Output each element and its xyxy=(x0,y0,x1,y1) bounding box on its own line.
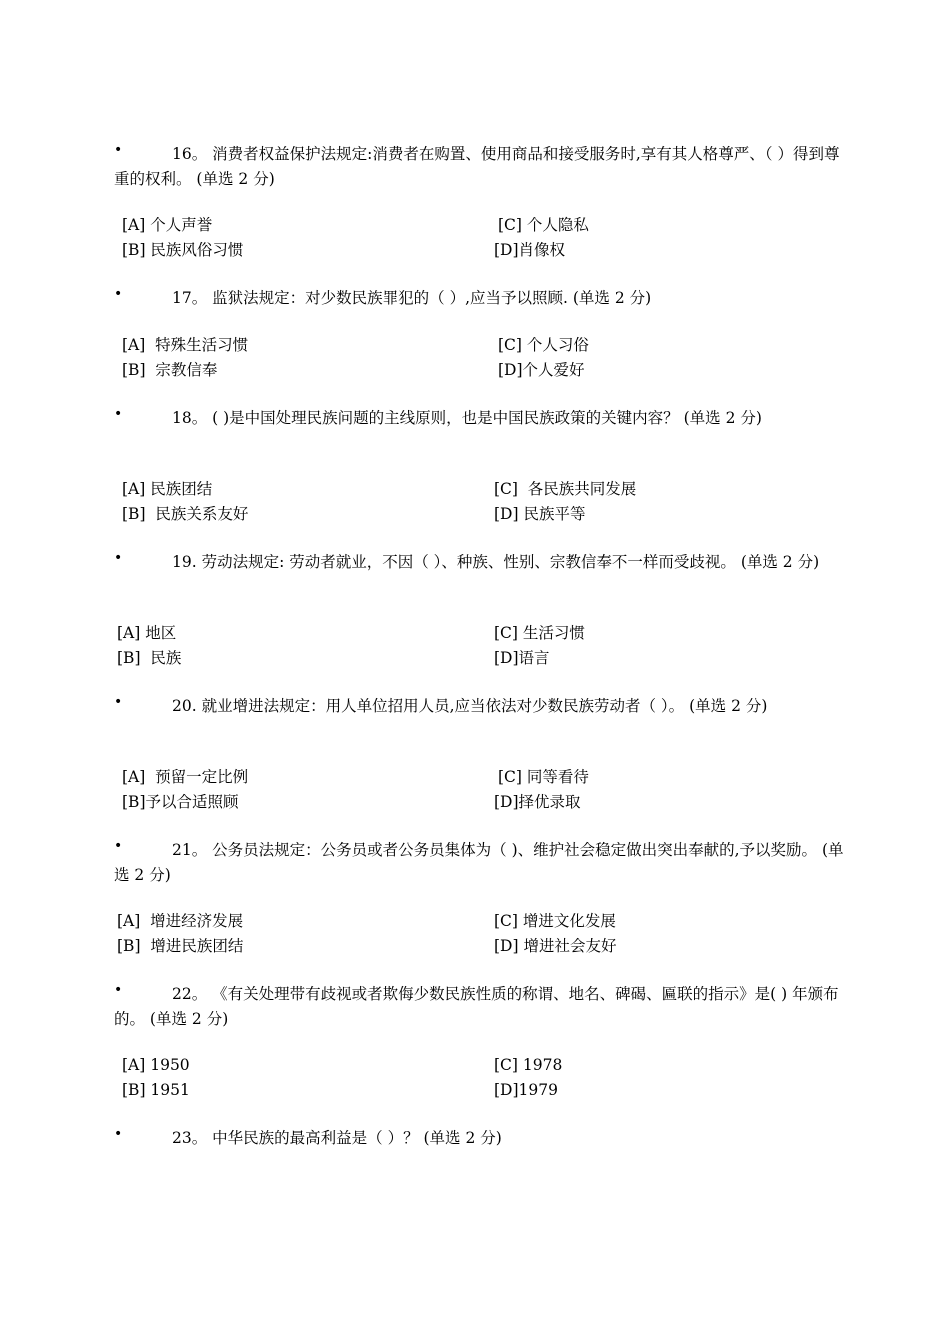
bullet: • xyxy=(114,550,123,566)
option-d: [D] 民族平等 xyxy=(494,505,586,523)
question-text: 21。 公务员法规定：公务员或者公务员集体为（ )、维护社会稳定做出突出奉献的,予以奖励。 (单选 2 分) xyxy=(114,841,844,884)
option-b: [B] 民族关系友好 xyxy=(122,505,249,523)
option-c: [C] 增进文化发展 xyxy=(494,912,616,930)
option-a: [A] 特殊生活习惯 xyxy=(122,336,249,354)
question-text: 16。 消费者权益保护法规定:消费者在购置、使用商品和接受服务时,享有其人格尊严、（ ）得到尊重的权利。 (单选 2 分) xyxy=(114,145,840,188)
option-c: [C] 各民族共同发展 xyxy=(494,480,637,498)
bullet: • xyxy=(114,406,123,422)
question-text: 18。 ( )是中国处理民族问题的主线原则，也是中国民族政策的关键内容？ (单选 2 分) xyxy=(172,409,762,427)
option-a: [A] 1950 xyxy=(122,1056,190,1074)
question-text: 17。 监狱法规定：对少数民族罪犯的（ ）,应当予以照顾. (单选 2 分) xyxy=(172,289,652,307)
bullet: • xyxy=(114,838,123,854)
option-c: [C] 1978 xyxy=(494,1056,563,1074)
option-d: [D]个人爱好 xyxy=(498,361,585,379)
option-d: [D]肖像权 xyxy=(494,241,566,259)
option-d: [D] 增进社会友好 xyxy=(494,937,617,955)
option-d: [D]1979 xyxy=(494,1081,558,1099)
option-b: [B] 1951 xyxy=(122,1081,190,1099)
bullet: • xyxy=(114,694,123,710)
bullet: • xyxy=(114,142,123,158)
option-b: [B] 宗教信奉 xyxy=(122,361,218,379)
option-a: [A] 民族团结 xyxy=(122,480,213,498)
option-c: [C] 个人习俗 xyxy=(498,336,589,354)
bullet: • xyxy=(114,286,123,302)
question-text: 23。 中华民族的最高利益是（ ）？ (单选 2 分) xyxy=(172,1129,502,1147)
question-text: 20. 就业增进法规定：用人单位招用人员,应当依法对少数民族劳动者（ ）。 (单选 2 分) xyxy=(172,697,768,715)
bullet: • xyxy=(114,982,123,998)
option-b: [B]予以合适照顾 xyxy=(122,793,239,811)
option-b: [B] 增进民族团结 xyxy=(117,937,244,955)
option-c: [C] 同等看待 xyxy=(498,768,589,786)
option-a: [A] 个人声誉 xyxy=(122,216,213,234)
option-a: [A] 增进经济发展 xyxy=(117,912,244,930)
option-c: [C] 个人隐私 xyxy=(498,216,589,234)
question-text: 19. 劳动法规定: 劳动者就业，不因（ ）、种族、性别、宗教信奉不一样而受歧视。 (单选 2 分) xyxy=(172,553,820,571)
question-text: 22。 《有关处理带有歧视或者欺侮少数民族性质的称谓、地名、碑碣、匾联的指示》是( ) 年颁布的。 (单选 2 分) xyxy=(114,985,839,1028)
option-c: [C] 生活习惯 xyxy=(494,624,585,642)
option-b: [B] 民族 xyxy=(117,649,182,667)
option-a: [A] 预留一定比例 xyxy=(122,768,249,786)
bullet: • xyxy=(114,1126,123,1142)
option-d: [D]语言 xyxy=(494,649,550,667)
option-b: [B] 民族风俗习惯 xyxy=(122,241,244,259)
option-d: [D]择优录取 xyxy=(494,793,581,811)
option-a: [A] 地区 xyxy=(117,624,177,642)
